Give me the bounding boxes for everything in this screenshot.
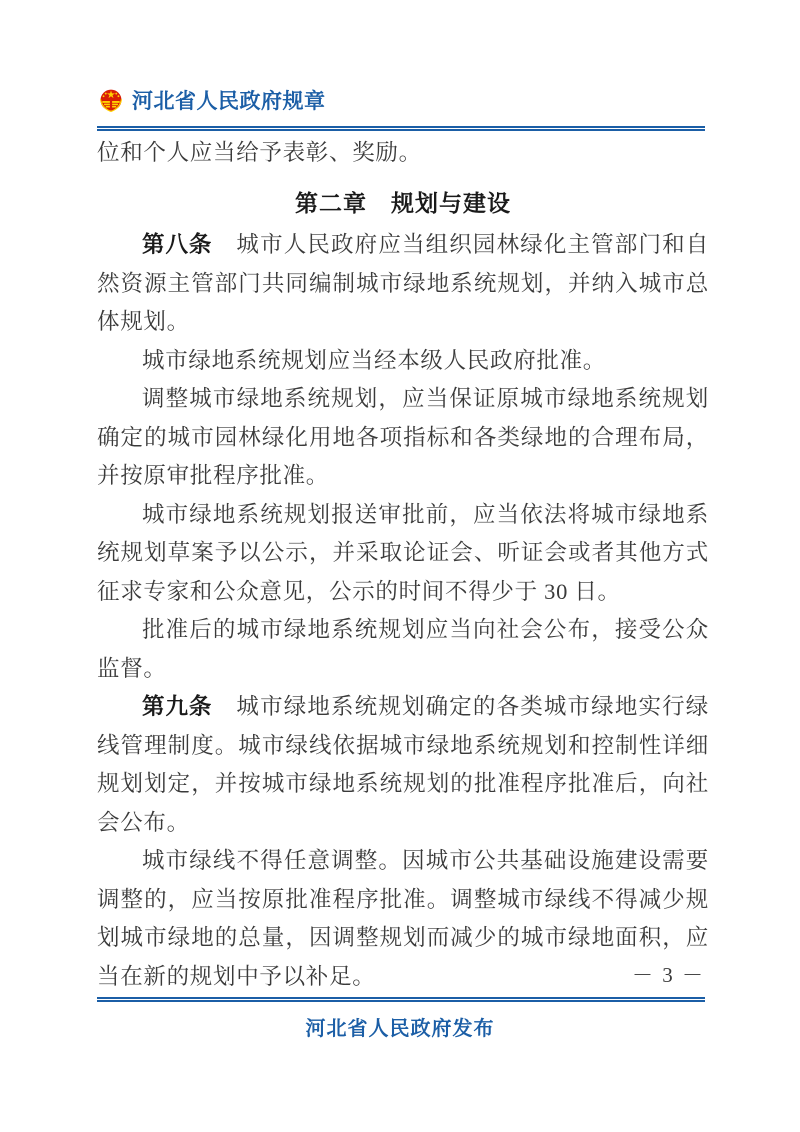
header-title: 河北省人民政府规章: [132, 89, 326, 113]
article-paragraph: [97, 496, 709, 612]
page-header: [97, 84, 705, 118]
article-text: 城市绿地系统规划应当经本级人民政府批准。: [142, 347, 607, 373]
article-text: 城市绿地系统规划报送审批前，应当依法将城市绿地系统规划草案予以公示，并采取论证会、听证会或者其他方式征求专家和公众意见，公示的时间不得少于 30 日。: [97, 501, 709, 604]
article-paragraph: [97, 226, 709, 342]
article-text: 城市绿线不得任意调整。因城市公共基础设施建设需要调整的，应当按原批准程序批准。调整城市绿线不得减少规划城市绿地的总量，因调整规划而减少的城市绿地面积，应当在新的规划中予以补足。: [97, 848, 709, 989]
article-label: 第九条: [142, 694, 213, 719]
document-body: [97, 134, 709, 996]
article-text: 批准后的城市绿地系统规划应当向社会公布，接受公众监督。: [97, 617, 709, 681]
chapter-heading: 第二章 规划与建设: [295, 189, 511, 216]
page-number: － 3 －: [632, 963, 705, 987]
article-paragraph: [97, 611, 709, 688]
article-text: 城市绿地系统规划确定的各类城市绿地实行绿线管理制度。城市绿线依据城市绿地系统规划和控制性详细规划划定，并按城市绿地系统规划的批准程序批准后，向社会公布。: [97, 694, 709, 835]
spacer: [97, 173, 709, 184]
article-text: 调整城市绿地系统规划，应当保证原城市绿地系统规划确定的城市园林绿化用地各项指标和各类绿地的合理布局，并按原审批程序批准。: [97, 386, 709, 488]
article-paragraph: [97, 342, 709, 381]
article-text: 城市人民政府应当组织园林绿化主管部门和自然资源主管部门共同编制城市绿地系统规划，并纳入城市总体规划。: [97, 232, 709, 334]
article-label: 第八条: [142, 232, 213, 257]
publisher-footer: 河北省人民政府发布: [305, 1018, 495, 1040]
article-paragraph: [97, 842, 709, 996]
header-rule: [97, 126, 705, 131]
continuation-paragraph: 位和个人应当给予表彰、奖励。: [97, 140, 422, 165]
footer-rule: [97, 997, 705, 1002]
article-paragraph: [97, 380, 709, 496]
article-paragraph: [97, 688, 709, 842]
national-emblem-icon: [97, 87, 125, 115]
